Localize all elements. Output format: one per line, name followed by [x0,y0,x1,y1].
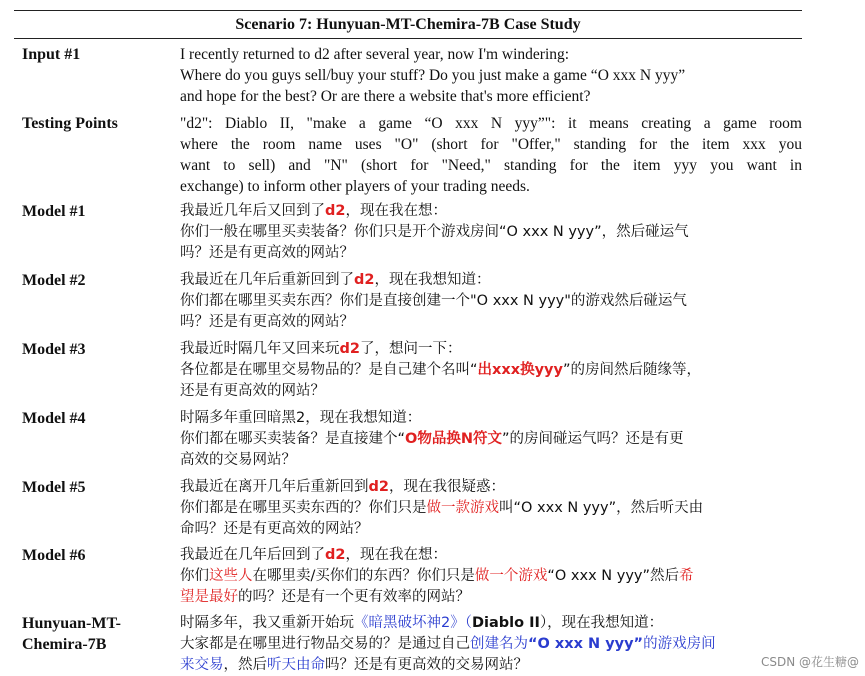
row-label: Hunyuan-MT- Chemira-7B [22,615,121,653]
row-label: Model #3 [22,341,86,358]
highlight-red: 做一款游戏 [426,500,499,516]
row-label: Model #4 [22,410,86,427]
row-label: Model #6 [22,547,86,564]
row-label: Testing Points [22,115,118,132]
highlight-blue: 的游戏房间 [643,636,716,652]
row-label: Model #1 [22,203,86,220]
header-rule [14,38,802,39]
highlight-red: d2 [325,547,346,563]
highlight-blue: 《暗黑破坏神2》（ [354,615,472,631]
highlight-red: d2 [368,479,389,495]
highlight-red: 希 [679,568,694,584]
row-label: Input #1 [22,46,81,63]
row-body: 时隔多年，我又重新开始玩《暗黑破坏神2》（Diablo II），现在我想知道： 大家都是在哪里进行物品交易的？是通过自己创建名为“O xxx N yyy”的游戏房间 来交易，然后听天由命吗？还是有更高效的交易网站？ [180,615,716,673]
highlight-red: 这些人 [209,568,253,584]
row-body: 我最近几年后又回到了d2，现在我在想： 你们一般在哪里买卖装备？你们只是开个游戏房间“O xxx N yyy”，然后碰运气 吗？还是有更高效的网站？ [180,203,689,261]
row-body: 我最近在离开几年后重新回到d2，现在我很疑惑： 你们都是在哪里买卖东西的？你们只是做一款游戏叫“O xxx N yyy”，然后听天由 命吗？还是有更高效的网站？ [180,479,704,537]
row-body: 我最近时隔几年又回来玩d2了，想问一下： 各位都是在哪里交易物品的？是自己建个名叫“出xxx换yyy”的房间然后随缘等， 还是有更高效的网站？ [180,341,701,399]
highlight-red: 出xxx换yyy [477,362,563,378]
highlight-red: 做一个游戏 [474,568,548,584]
highlight-red: d2 [339,341,360,357]
row-label: Model #2 [22,272,86,289]
row-body: "d2": Diablo II, "make a game “O xxx N yyy”": it means creating a game room where the room name uses "O" (short for "Offer," standing for the item xxx you want to sell) and "N" (short for "Need," standing for the item yyy you want in exchange) to inform other players of your trading needs. [180,115,802,195]
row-body: I recently returned to d2 after several year, now I'm windering: Where do you guys sell/buy your stuff? Do you just make a game “O xxx N yyy” and hope for the best? Or are there a website that's more efficient? [180,46,686,105]
row-body: 我最近在几年后重新回到了d2，现在我想知道： 你们都在哪里买卖东西？你们是直接创建一个"O xxx N yyy"的游戏然后碰运气 吗？还是有更高效的网站？ [180,272,687,330]
table-title: Scenario 7: Hunyuan-MT-Chemira-7B Case Study [235,16,581,33]
highlight-red: d2 [354,272,375,288]
highlight-blue: 创建名为 [470,636,528,652]
top-rule [14,10,802,11]
watermark: CSDN @花生糖@ [760,655,859,669]
highlight-blue: 来交易 [180,657,224,673]
highlight-red: d2 [325,203,346,219]
row-label: Model #5 [22,479,86,496]
row-body: 我最近在几年后回到了d2，现在我在想： 你们这些人在哪里卖/买你们的东西？你们只是做一个游戏“O xxx N yyy”然后希 望是最好的吗？还是有一个更有效率的网站？ [180,547,694,605]
highlight-blue: “O xxx N yyy” [528,636,644,652]
row-body: 时隔多年重回暗黑2，现在我想知道： 你们都在哪买卖装备？是直接建个“O物品换N符文”的房间碰运气吗？还是有更 高效的交易网站？ [180,410,684,468]
highlight-blue: 听天由命 [267,657,325,673]
highlight-red: 望是最好 [180,589,238,605]
highlight-red: O物品换N符文 [405,431,502,447]
